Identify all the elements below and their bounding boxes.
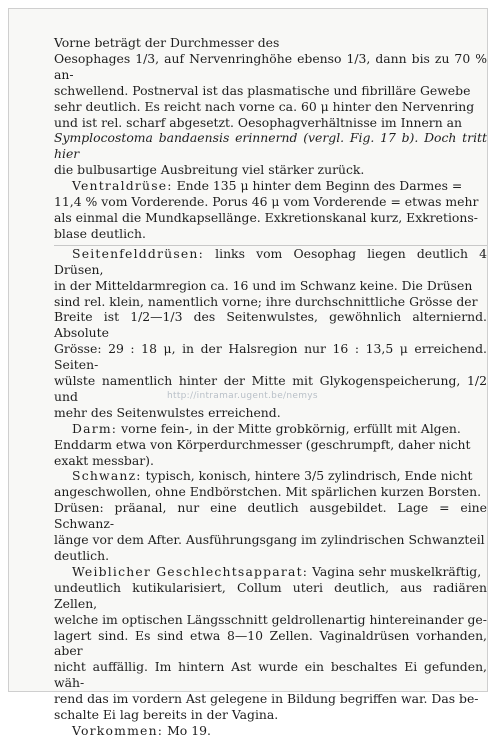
paragraph-geschlechtsapparat (54, 564, 487, 723)
paragraph-darm (54, 421, 487, 469)
paragraph-oesophagus (54, 35, 487, 178)
text-line: blase deutlich. (54, 225, 146, 241)
paragraph-ventraldruese (54, 178, 487, 242)
text-line: und ist rel. scharf abgesetzt. Oesophagverhältnisse im Innern an (54, 114, 463, 130)
text-line: typisch, konisch, hintere 3/5 zylindrisch, Ende nicht (145, 468, 473, 484)
text-line: rend das im vordern Ast gelegene in Bildung begriffen war. Das be- (54, 691, 479, 707)
text-line: lagert sind. Es sind etwa 8—10 Zellen. Vaginaldrüsen vorhanden, aber (54, 627, 487, 659)
text-line: vorne fein-, in der Mitte grobkörnig, erfüllt mit Algen. (121, 420, 461, 436)
section-heading: Schwanz: (72, 468, 142, 484)
text-line: Grösse: 29 : 18 μ, in der Halsregion nur 16 : 13,5 μ erreichend. Seiten- (54, 341, 487, 373)
section-heading: Darm: (72, 420, 118, 436)
paragraph-vorkommen (54, 723, 487, 739)
text-line: exakt messbar). (54, 452, 154, 468)
text-line: schwellend. Postnerval ist das plasmatische und fibrilläre Gewebe (54, 82, 471, 98)
text-line: Breite ist 1/2—1/3 des Seitenwulstes, gewöhnlich alterniernd. Absolute (54, 309, 487, 341)
section-heading: Weiblicher Geschlechtsapparat: (72, 563, 309, 579)
text-line: länge vor dem After. Ausführungsgang im zylindrischen Schwanzteil (54, 532, 485, 548)
text-line: Ende 135 μ hinter dem Beginn des Darmes = (176, 178, 463, 194)
text-line: Symplocostoma bandaensis erinnernd (vergl. Fig. 17 b). Doch tritt hier (54, 130, 487, 162)
text-line: Oesophages 1/3, auf Nervenringhöhe ebenso 1/3, dann bis zu 70 % an- (54, 50, 487, 82)
text-line: sehr deutlich. Es reicht nach vorne ca. 60 μ hinter den Nervenring (54, 98, 475, 114)
paragraph-schwanz (54, 468, 487, 563)
text-line: nicht auffällig. Im hintern Ast wurde ein beschaltes Ei gefunden, wäh- (54, 659, 487, 691)
text-line: welche im optischen Längsschnitt geldrollenartig hintereinander ge- (54, 611, 487, 627)
page-text (54, 35, 487, 739)
text-line: in der Mitteldarmregion ca. 16 und im Schwanz keine. Die Drüsen (54, 277, 473, 293)
text-line: wülste namentlich hinter der Mitte mit Glykogenspeicherung, 1/2 und (54, 373, 487, 404)
text-line: als einmal die Mundkapsellänge. Exkretionskanal kurz, Exkretions- (54, 209, 478, 225)
text-line: undeutlich kutikularisiert, Collum uteri deutlich, aus radiären Zellen, (54, 579, 487, 611)
text-line: schalte Ei lag bereits in der Vagina. (54, 707, 279, 723)
text-line: sind rel. klein, namentlich vorne; ihre durchschnittliche Grösse der (54, 293, 478, 309)
text-line: deutlich. (54, 548, 110, 563)
text-line: 11,4 % vom Vorderende. Porus 46 μ vom Vorderende = etwas mehr (54, 194, 479, 210)
text-line: Enddarm etwa von Körperdurchmesser (geschrumpft, daher nicht (54, 436, 471, 452)
text-line: angeschwollen, ohne Endbörstchen. Mit spärlichen kurzen Borsten. (54, 484, 482, 500)
section-heading: Seitenfelddrüsen: (72, 245, 204, 261)
text-line: mehr des Seitenwulstes erreichend. (54, 404, 281, 420)
text-line: Vorne beträgt der Durchmesser des (54, 35, 280, 50)
text-line: Mo 19. (167, 722, 211, 738)
section-heading: Ventraldrüse: (72, 178, 173, 194)
text-line: links vom Oesophag liegen deutlich 4 Drüsen, (54, 245, 487, 277)
watermark-url: http://intramar.ugent.be/nemys (167, 391, 318, 401)
scanned-page (8, 8, 488, 738)
section-heading: Vorkommen: (72, 722, 164, 738)
text-line: die bulbusartige Ausbreitung viel stärker zurück. (54, 162, 365, 178)
text-line: Vagina sehr muskelkräftig, (312, 563, 482, 579)
text-line: Drüsen: präanal, nur eine deutlich ausgebildet. Lage = eine Schwanz- (54, 500, 487, 532)
